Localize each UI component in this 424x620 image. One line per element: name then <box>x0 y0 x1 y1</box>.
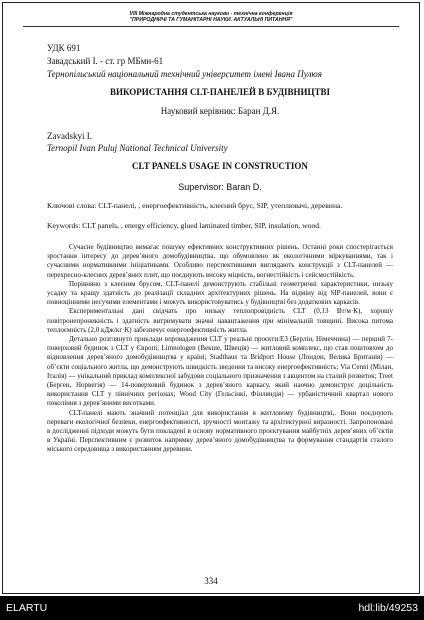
paragraph-intro: Сучасне будівництво вимагає пошуку ефективних конструктивних рішень. Останні роки спостерігається зростання інтересу до дерев’яного домобудівництва, що обумовлено як екологічними міркуваннями, так і сучасними нормативними ініціативами. Особливо перспективними виглядають конструкції з CLT-панелей — перехресно-клеєних дерев’яних плит, що поєднують високу міцність, вогнестійкість і сейсмостійкість. <box>47 243 393 279</box>
document-page <box>2 2 420 594</box>
supervisor-ua: Науковий керівник: Баран Д.Я. <box>160 106 280 116</box>
author-ua: Завадський І. - ст. гр МБмн-61 <box>47 56 164 66</box>
title-en: CLT PANELS USAGE IN CONSTRUCTION <box>132 161 308 171</box>
udk-code: УДК 691 <box>47 43 81 53</box>
paragraph-experimental: Експериментальні дані свідчать про низьку теплопровідність CLT (0,13 Вт/м·К), хорошу повітронепроникність і здатність витримувати значні навантаження при мінімальній товщині. Висока питома теплоємність (2,0 кДж/кг·К) забезпечує енергоефективність житла. <box>47 307 393 334</box>
footer-repository-label: ELARTU <box>6 602 48 614</box>
title-ua: ВИКОРИСТАННЯ CLT-ПАНЕЛЕЙ В БУДІВНИЦТВІ <box>109 87 331 97</box>
paragraph-comparison: Порівняно з клеєним брусом, CLT-панелі демонструють стабільні геометричні характеристики, низьку усадку та кращу здатність до реалізації складних архітектурних рішень. На відміну від SIP-панелей, вони є повноцінними несучими елементами і можуть використовуватись у будівництві без додаткових каркасів. <box>47 279 393 307</box>
author-en: Zavadskyi I. <box>47 131 92 141</box>
footer-bar <box>0 596 424 620</box>
keywords-ua: Ключові слова: CLT-панелі, , енергоефективність, клеєний брус, SIP, утеплювачі, деревина. <box>47 201 343 210</box>
footer-handle-link[interactable]: hdl:lib/49253 <box>358 602 418 614</box>
article-body <box>47 243 393 455</box>
header-divider <box>23 26 399 27</box>
conference-header-line2: "ПРИРОДНИЧІ ТА ГУМАНІТАРНІ НАУКИ. АКТУАЛЬНІ ПИТАННЯ" <box>129 17 293 24</box>
paragraph-conclusion: CLT-панелі мають значний потенціал для використання в житловому будівництві,. Вони поєднують переваги екологічної безпеки, енергоефективності, зручності монтажу та архітектурної виразності. Запропоновані в дослідженні підходи можуть бути покладені в основу нормативного проєктування майбутніх дерев’яних об’єктів в Україні. Перспективним є розвиток напрямку дерев’яного домобудівництва та формування стандартів сталого міського середовища з використанням деревини. <box>47 408 393 454</box>
conference-header-line1: VIII Міжнародна студентська науково - технічна конференція <box>129 11 293 17</box>
supervisor-en: Supervisor: Baran D. <box>178 182 262 192</box>
page-number: 334 <box>204 576 218 586</box>
paragraph-examples: Детально розглянуто приклади впровадження CLT у реальні проєкти:E3 (Берлін, Німеччина) — перший 7-поверховий будинок з CLT у Європі; Limnologen (Векше, Швеція) — житловий комплекс, що став поштовхом до відновлення дерев’яного домобудівництва у країні; Stadthaus та Bridport House (Лондон, Велика Британія) — об’єкти соціального житла, що демонструють швидкість зведення та високу енергоефективність; Via Cenni (Мілан, Італія) — унікальний приклад комплексної забудови соціального призначення з акцентом на сталий розвиток; Treet (Берген, Норвегія) — 14-поверховий будинок з дерев’яного каркасу, який наочно демонструє доцільність використання CLT у північних регіонах; Wood City (Гельсінкі, Фінляндія) — урбаністичний квартал нового покоління з дерев’яними висотками. <box>47 335 393 408</box>
affiliation-ua: Тернопільський національний технічний університет імені Івана Пулюя <box>47 69 322 79</box>
keywords-en: Keywords: CLT panels, , energy efficiency, glued laminated timber, SIP, insulation, wood. <box>47 221 321 230</box>
affiliation-en: Ternopil Ivan Puluj National Technical University <box>47 143 228 153</box>
conference-header <box>3 11 419 23</box>
